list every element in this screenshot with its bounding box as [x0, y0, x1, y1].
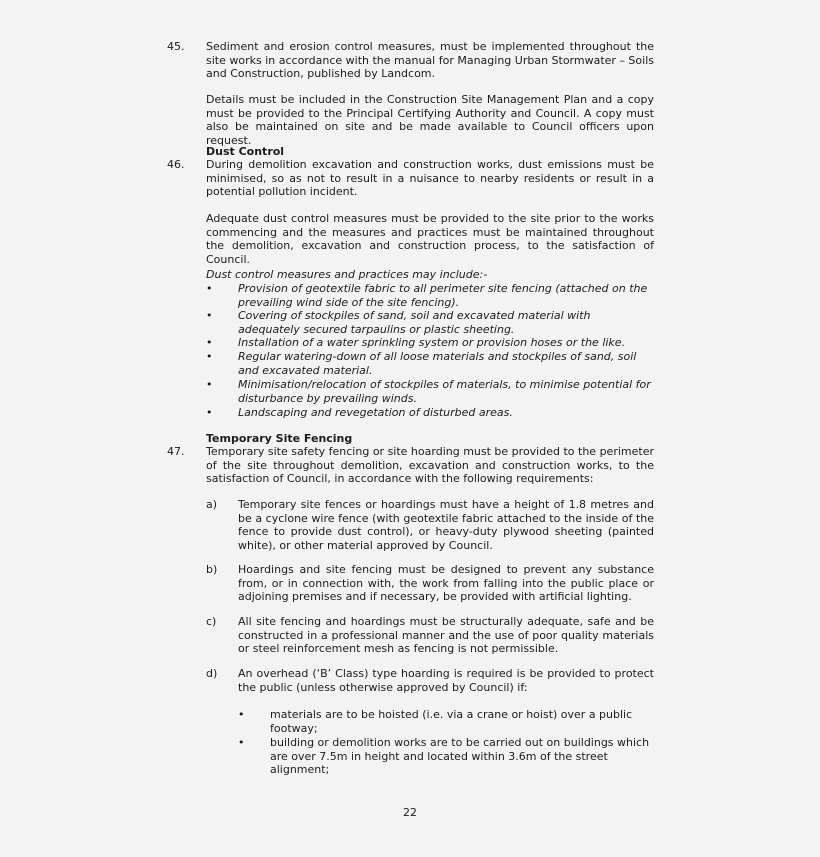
bullet-marker: •: [206, 350, 213, 363]
item-letter-a: a): [206, 498, 218, 511]
dust-bullet-1: Provision of geotextile fabric to all perimeter site fencing (attached on the prevailing wind side of the site fencing).: [238, 282, 648, 309]
heading-temporary-site-fencing: Temporary Site Fencing: [206, 432, 353, 445]
bullet-marker: •: [206, 282, 213, 295]
clause-number-46: 46.: [167, 158, 185, 171]
dust-control-list-intro: Dust control measures and practices may include:-: [206, 268, 488, 281]
dust-bullet-5: Minimisation/relocation of stockpiles of materials, to minimise potential for disturbance by prevailing winds.: [238, 378, 651, 405]
clause-46-paragraph-1: During demolition excavation and construction works, dust emissions must be minimised, so as not to result in a nuisance to nearby residents or result in a potential pollution incident.: [206, 158, 654, 198]
hoarding-condition-2: building or demolition works are to be carried out on buildings which are over 7.5m in height and located within 3.6m of the street alignment;: [270, 736, 650, 776]
dust-bullet-6: Landscaping and revegetation of disturbed areas.: [238, 406, 513, 419]
item-c-text: All site fencing and hoardings must be structurally adequate, safe and be constructed in a professional manner and the use of poor quality materials or steel reinforcement mesh as fencing is not permissible.: [238, 615, 654, 655]
item-a-text: Temporary site fences or hoardings must have a height of 1.8 metres and be a cyclone wire fence (with geotextile fabric attached to the inside of the fence to provide dust control), or heavy-duty plywood sheeting (painted white), or other material approved by Council.: [238, 498, 654, 552]
clause-45-paragraph-1: Sediment and erosion control measures, must be implemented throughout the site works in accordance with the manual for Managing Urban Stormwater – Soils and Construction, published by Landcom.: [206, 40, 654, 80]
item-letter-d: d): [206, 667, 218, 680]
clause-46-paragraph-2: Adequate dust control measures must be provided to the site prior to the works commencing and the measures and practices must be maintained throughout the demolition, excavation and construction process, to the satisfaction of Council.: [206, 212, 654, 266]
bullet-marker: •: [238, 708, 245, 721]
dust-bullet-2: Covering of stockpiles of sand, soil and excavated material with adequately secured tarpaulins or plastic sheeting.: [238, 309, 591, 336]
item-b-text: Hoardings and site fencing must be designed to prevent any substance from, or in connection with, the work from falling into the public place or adjoining premises and if necessary, be provided with artificial lighting.: [238, 563, 654, 603]
bullet-marker: •: [238, 736, 245, 749]
bullet-marker: •: [206, 309, 213, 322]
bullet-marker: •: [206, 336, 213, 349]
clause-number-45: 45.: [167, 40, 185, 53]
clause-45-paragraph-2: Details must be included in the Construction Site Management Plan and a copy must be provided to the Principal Certifying Authority and Council. A copy must also be maintained on site and be made available to Council officers upon request.: [206, 93, 654, 147]
page-number: 22: [403, 806, 417, 819]
hoarding-condition-1: materials are to be hoisted (i.e. via a crane or hoist) over a public footway;: [270, 708, 633, 735]
item-d-text: An overhead (‘B’ Class) type hoarding is required is be provided to protect the public (unless otherwise approved by Council) if:: [238, 667, 654, 694]
clause-number-47: 47.: [167, 445, 185, 458]
clause-47-paragraph-1: Temporary site safety fencing or site hoarding must be provided to the perimeter of the site throughout demolition, excavation and construction works, to the satisfaction of Council, in accordance with the following requirements:: [206, 445, 654, 485]
item-letter-b: b): [206, 563, 218, 576]
item-letter-c: c): [206, 615, 217, 628]
bullet-marker: •: [206, 406, 213, 419]
bullet-marker: •: [206, 378, 213, 391]
dust-bullet-4: Regular watering-down of all loose materials and stockpiles of sand, soil and excavated material.: [238, 350, 637, 377]
dust-bullet-3: Installation of a water sprinkling system or provision hoses or the like.: [238, 336, 626, 349]
heading-dust-control: Dust Control: [206, 145, 285, 158]
